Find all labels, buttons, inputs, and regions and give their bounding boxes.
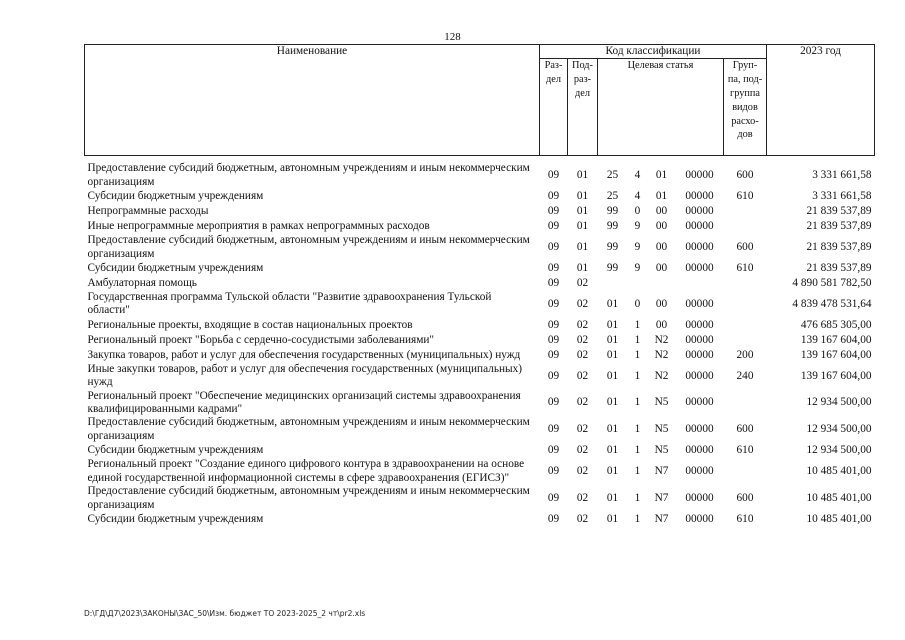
cell-cs2: 1: [634, 444, 641, 457]
cell-cs1: 99: [606, 205, 619, 218]
cell-cs3: 01: [655, 190, 668, 203]
cell-name: Субсидии бюджетным учреждениям: [87, 512, 264, 525]
cell-pr: 01: [576, 261, 589, 274]
cell-cs1: 01: [606, 348, 619, 361]
cell-cs1: [598, 276, 628, 291]
cell-name: Государственная программа Тульской области "Развитие здравоохранения Тульской области": [87, 291, 492, 317]
cell-r: 09: [547, 261, 560, 274]
cell-cs4: [676, 276, 724, 291]
cell-vr: [724, 458, 767, 485]
cell-amount: 21 839 537,89: [806, 220, 872, 233]
cell-name: Субсидии бюджетным учреждениям: [87, 444, 264, 457]
cell-r: 09: [547, 297, 560, 310]
cell-pr: 02: [576, 348, 589, 361]
table-row: [85, 318, 875, 333]
cell-vr: 600: [736, 169, 754, 182]
cell-pr: 02: [576, 369, 589, 382]
cell-name: Иные закупки товаров, работ и услуг для обеспечения государственных (муниципальных) нужд: [87, 362, 523, 389]
cell-r: 09: [547, 318, 560, 331]
cell-cs2: 1: [634, 491, 641, 504]
cell-cs3: N2: [654, 369, 669, 382]
cell-cs2: 1: [634, 333, 641, 346]
cell-pr: 01: [576, 190, 589, 203]
cell-cs3: 01: [655, 169, 668, 182]
cell-amount: 3 331 661,58: [812, 190, 872, 203]
cell-cs4: 00000: [685, 333, 714, 346]
cell-pr: 02: [576, 512, 589, 525]
cell-vr: 200: [736, 348, 754, 361]
cell-cs2: 9: [634, 261, 641, 274]
cell-cs1: 01: [606, 396, 619, 409]
cell-amount: 21 839 537,89: [806, 240, 872, 253]
cell-amount: 10 485 401,00: [806, 491, 872, 504]
cell-cs2: 9: [634, 240, 641, 253]
cell-amount: 12 934 500,00: [806, 444, 872, 457]
cell-r: 09: [547, 396, 560, 409]
cell-vr: 600: [736, 423, 754, 436]
cell-pr: 01: [576, 220, 589, 233]
cell-cs2: 1: [634, 348, 641, 361]
cell-name: Амбулаторная помощь: [87, 276, 197, 289]
cell-cs4: 00000: [685, 240, 714, 253]
cell-pr: 02: [576, 297, 589, 310]
cell-name: Предоставление субсидий бюджетным, автономным учреждениям и иным некоммерческим организациям: [87, 485, 530, 511]
cell-cs1: 99: [606, 261, 619, 274]
table-row: [85, 390, 875, 417]
header-group: Груп- па, под- группа видов расхо- дов: [724, 59, 767, 156]
cell-pr: 02: [576, 396, 589, 409]
cell-amount: 10 485 401,00: [806, 464, 872, 477]
table-row: [85, 333, 875, 348]
cell-cs1: 01: [606, 423, 619, 436]
cell-cs1: 01: [606, 333, 619, 346]
table-row: [85, 276, 875, 291]
cell-cs2: 0: [634, 297, 641, 310]
cell-name: Региональный проект "Создание единого цифрового контура в здравоохранении на основе единой государственной информационной системы в сфере здравоохранения (ЕГИСЗ)": [87, 458, 525, 484]
table-body: [85, 156, 875, 527]
cell-cs1: 01: [606, 512, 619, 525]
cell-pr: 02: [576, 464, 589, 477]
cell-vr: [724, 318, 767, 333]
cell-amount: 12 934 500,00: [806, 423, 872, 436]
cell-cs1: 01: [606, 318, 619, 331]
cell-cs4: 00000: [685, 396, 714, 409]
cell-name: Региональный проект "Обеспечение медицинских организаций системы здравоохранения квалифицированными кадрами": [87, 389, 521, 416]
cell-pr: 01: [576, 169, 589, 182]
cell-name: Региональный проект "Борьба с сердечно-сосудистыми заболеваниями": [87, 333, 435, 346]
cell-amount: 10 485 401,00: [806, 512, 872, 525]
cell-cs2: 1: [634, 318, 641, 331]
cell-name: Субсидии бюджетным учреждениям: [87, 190, 264, 203]
cell-r: 09: [547, 190, 560, 203]
header-subsection: Под- раз- дел: [568, 59, 598, 156]
cell-cs4: 00000: [685, 169, 714, 182]
cell-cs3: 00: [655, 261, 668, 274]
table-row: [85, 348, 875, 363]
cell-name: Предоставление субсидий бюджетным, автономным учреждениям и иным некоммерческим организациям: [87, 234, 530, 260]
cell-amount: 476 685 305,00: [800, 318, 872, 331]
cell-r: 09: [547, 444, 560, 457]
cell-r: 09: [547, 169, 560, 182]
cell-amount: 21 839 537,89: [806, 205, 872, 218]
table-row: [85, 219, 875, 234]
table-row: [85, 416, 875, 443]
cell-cs3: 00: [655, 220, 668, 233]
cell-vr: [724, 219, 767, 234]
cell-r: 09: [547, 240, 560, 253]
cell-r: 09: [547, 205, 560, 218]
cell-cs4: 00000: [685, 369, 714, 382]
cell-cs3: 00: [655, 205, 668, 218]
cell-pr: 02: [576, 276, 589, 289]
table-row: [85, 458, 875, 485]
cell-cs3: 00: [655, 240, 668, 253]
cell-r: 09: [547, 491, 560, 504]
cell-cs3: N5: [654, 396, 669, 409]
cell-amount: 4 890 581 782,50: [792, 276, 872, 289]
cell-amount: 139 167 604,00: [800, 333, 872, 346]
cell-amount: 4 839 478 531,64: [792, 297, 872, 310]
table-row: [85, 162, 875, 189]
cell-cs1: 25: [606, 169, 619, 182]
cell-cs4: 00000: [685, 190, 714, 203]
cell-cs3: N2: [654, 333, 669, 346]
cell-name: Закупка товаров, работ и услуг для обеспечения государственных (муниципальных) нужд: [87, 348, 521, 361]
cell-vr: [724, 276, 767, 291]
cell-name: Предоставление субсидий бюджетным, автономным учреждениям и иным некоммерческим организациям: [87, 162, 530, 188]
table-header: [85, 45, 875, 156]
cell-pr: 01: [576, 205, 589, 218]
cell-cs1: 99: [606, 240, 619, 253]
table-row: [85, 512, 875, 527]
cell-pr: 02: [576, 491, 589, 504]
cell-vr: 240: [736, 369, 754, 382]
header-year: 2023 год: [767, 45, 875, 156]
page-number: 128: [444, 31, 461, 43]
cell-r: 09: [547, 348, 560, 361]
cell-amount: 139 167 604,00: [800, 369, 872, 382]
table-row: [85, 363, 875, 390]
cell-cs1: 01: [606, 297, 619, 310]
table-row: [85, 485, 875, 512]
cell-cs3: N7: [654, 464, 669, 477]
cell-pr: 02: [576, 318, 589, 331]
table-row: [85, 443, 875, 458]
cell-cs3: [648, 276, 676, 291]
cell-cs2: 1: [634, 512, 641, 525]
table-row: [85, 204, 875, 219]
cell-cs1: 01: [606, 464, 619, 477]
cell-cs4: 00000: [685, 205, 714, 218]
cell-cs2: 1: [634, 464, 641, 477]
cell-pr: 02: [576, 444, 589, 457]
cell-pr: 01: [576, 240, 589, 253]
cell-cs4: 00000: [685, 220, 714, 233]
cell-vr: [724, 390, 767, 417]
cell-cs4: 00000: [685, 297, 714, 310]
cell-name: Иные непрограммные мероприятия в рамках непрограммных расходов: [87, 220, 430, 233]
cell-cs3: N2: [654, 348, 669, 361]
cell-vr: 610: [736, 261, 754, 274]
table-row: [85, 291, 875, 318]
cell-cs1: 99: [606, 220, 619, 233]
table-row: [85, 261, 875, 276]
cell-r: 09: [547, 464, 560, 477]
cell-cs1: 01: [606, 491, 619, 504]
cell-pr: 02: [576, 333, 589, 346]
cell-vr: [724, 204, 767, 219]
cell-cs4: 00000: [685, 261, 714, 274]
cell-cs1: 01: [606, 369, 619, 382]
header-name: Наименование: [85, 45, 540, 156]
cell-cs4: 00000: [685, 444, 714, 457]
cell-cs4: 00000: [685, 491, 714, 504]
cell-cs3: 00: [655, 318, 668, 331]
cell-cs4: 00000: [685, 423, 714, 436]
cell-r: 09: [547, 423, 560, 436]
cell-r: 09: [547, 512, 560, 525]
cell-vr: [724, 333, 767, 348]
cell-r: 09: [547, 220, 560, 233]
cell-cs4: 00000: [685, 318, 714, 331]
cell-vr: 600: [736, 240, 754, 253]
table-row: [85, 189, 875, 204]
cell-cs2: 0: [634, 205, 641, 218]
cell-cs4: 00000: [685, 348, 714, 361]
cell-cs4: 00000: [685, 512, 714, 525]
cell-amount: 139 167 604,00: [800, 348, 872, 361]
cell-cs3: 00: [655, 297, 668, 310]
cell-name: Региональные проекты, входящие в состав национальных проектов: [87, 318, 413, 331]
cell-r: 09: [547, 369, 560, 382]
header-section: Раз- дел: [540, 59, 568, 156]
file-path-footer: D:\ГД\Д7\2023\ЗАКОНЫ\ЗАС_50\Изм. бюджет ТО 2023-2025_2 чт\pr2.xls: [84, 609, 366, 618]
cell-cs3: N5: [654, 444, 669, 457]
budget-table: [84, 44, 875, 527]
cell-name: Субсидии бюджетным учреждениям: [87, 261, 264, 274]
cell-cs2: [628, 276, 648, 291]
cell-cs3: N7: [654, 491, 669, 504]
cell-cs2: 9: [634, 220, 641, 233]
cell-cs2: 1: [634, 423, 641, 436]
cell-r: 09: [547, 276, 560, 289]
cell-name: Предоставление субсидий бюджетным, автономным учреждениям и иным некоммерческим организациям: [87, 416, 530, 442]
cell-cs3: N5: [654, 423, 669, 436]
cell-amount: 21 839 537,89: [806, 261, 872, 274]
cell-vr: 610: [736, 512, 754, 525]
cell-amount: 3 331 661,58: [812, 169, 872, 182]
cell-amount: 12 934 500,00: [806, 396, 872, 409]
table-row: [85, 234, 875, 261]
cell-vr: 600: [736, 491, 754, 504]
cell-vr: [724, 291, 767, 318]
cell-name: Непрограммные расходы: [87, 205, 209, 218]
cell-cs2: 1: [634, 369, 641, 382]
header-code: Код классификации: [540, 45, 767, 59]
header-target: Целевая статья: [598, 59, 724, 156]
cell-cs4: 00000: [685, 464, 714, 477]
cell-cs2: 1: [634, 396, 641, 409]
cell-cs2: 4: [634, 190, 641, 203]
cell-cs3: N7: [654, 512, 669, 525]
cell-vr: 610: [736, 444, 754, 457]
cell-cs1: 01: [606, 444, 619, 457]
cell-vr: 610: [736, 190, 754, 203]
cell-r: 09: [547, 333, 560, 346]
cell-pr: 02: [576, 423, 589, 436]
cell-cs2: 4: [634, 169, 641, 182]
cell-cs1: 25: [606, 190, 619, 203]
